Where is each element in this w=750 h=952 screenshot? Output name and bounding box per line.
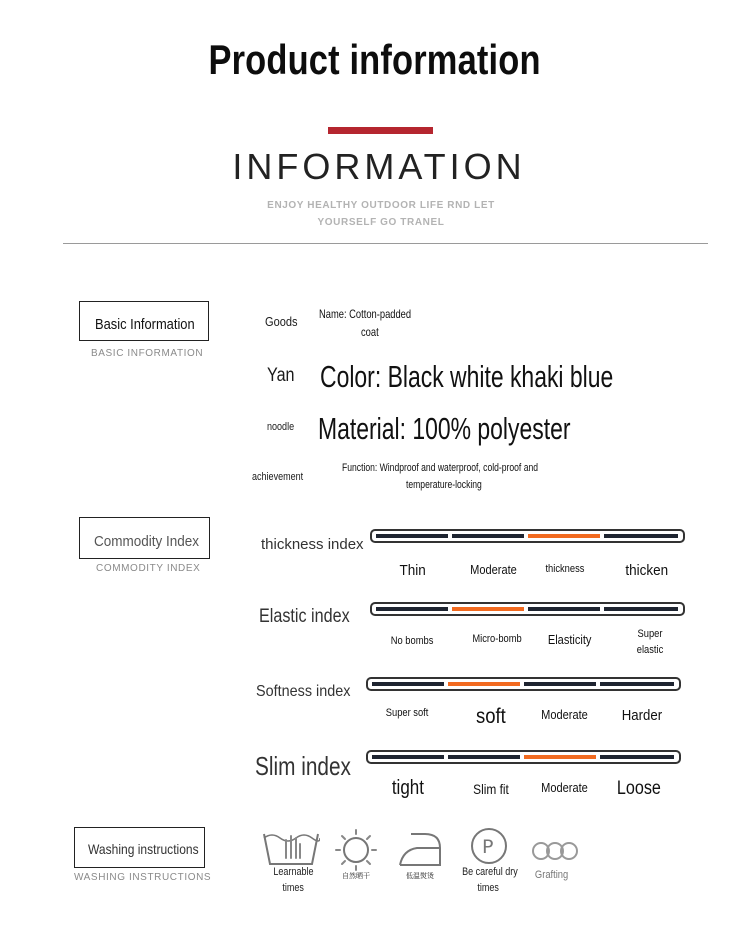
commodity-subtitle: COMMODITY INDEX bbox=[96, 563, 201, 574]
softness-option-3: Moderate bbox=[540, 707, 588, 722]
slim-seg-3 bbox=[524, 755, 596, 759]
commodity-title: Commodity Index bbox=[94, 533, 200, 550]
color-label: Yan bbox=[267, 365, 295, 386]
tagline-line-2: YOURSELF GO TRANEL bbox=[317, 217, 445, 228]
softness-seg-2 bbox=[448, 682, 520, 686]
page-title-text: Product information bbox=[208, 36, 542, 83]
material-value: Material: 100% polyester bbox=[318, 411, 571, 446]
elastic-option-4: Super elastic bbox=[636, 628, 664, 656]
accent-bar bbox=[328, 127, 433, 134]
dry-clean-p-icon bbox=[469, 827, 511, 867]
material-label: noodle bbox=[267, 421, 295, 433]
basic-info-title: Basic Information bbox=[95, 316, 195, 333]
section-heading: INFORMATION bbox=[232, 146, 526, 187]
color-value: Color: Black white khaki blue bbox=[320, 359, 614, 394]
elastic-scale bbox=[370, 602, 685, 616]
basic-info-subtitle: BASIC INFORMATION bbox=[91, 348, 204, 359]
iron-caption: 低温熨烫 bbox=[406, 873, 434, 880]
washing-subtitle: WASHING INSTRUCTIONS bbox=[74, 872, 212, 883]
svg-text:P: P bbox=[482, 836, 494, 858]
thickness-option-2: Moderate bbox=[469, 562, 517, 577]
slim-seg-4 bbox=[600, 755, 674, 759]
goods-value: Name: Cotton-padded coat bbox=[319, 307, 412, 339]
slim-option-4: Loose bbox=[616, 778, 662, 799]
elastic-index-label: Elastic index bbox=[259, 606, 350, 627]
softness-option-4: Harder bbox=[621, 707, 663, 724]
thickness-scale bbox=[370, 529, 685, 543]
thickness-seg-3 bbox=[528, 534, 600, 538]
thickness-seg-1 bbox=[376, 534, 448, 538]
thickness-option-1: Thin bbox=[399, 562, 427, 579]
softness-option-1: Super soft bbox=[385, 707, 429, 719]
iron-icon bbox=[397, 830, 443, 868]
slim-seg-2 bbox=[448, 755, 520, 759]
sun-dry-caption: 自然晒干 bbox=[342, 873, 370, 880]
slim-scale bbox=[366, 750, 681, 764]
softness-seg-4 bbox=[600, 682, 674, 686]
elastic-seg-1 bbox=[376, 607, 448, 611]
elastic-seg-3 bbox=[528, 607, 600, 611]
tagline bbox=[0, 197, 750, 231]
dry-clean-caption: Be careful dry times bbox=[462, 866, 518, 894]
elastic-seg-2 bbox=[452, 607, 524, 611]
elastic-option-3: Elasticity bbox=[548, 632, 592, 647]
slim-option-1: tight bbox=[391, 777, 425, 799]
washing-title: Washing instructions bbox=[88, 841, 199, 857]
elastic-option-2: Micro-bomb bbox=[472, 633, 522, 645]
page-title bbox=[0, 36, 750, 84]
softness-scale bbox=[366, 677, 681, 691]
thickness-seg-4 bbox=[604, 534, 678, 538]
hand-wash-icon bbox=[262, 828, 320, 868]
slim-index-label: Slim index bbox=[255, 751, 351, 781]
tagline-line-1: ENJOY HEALTHY OUTDOOR LIFE RND LET bbox=[267, 200, 495, 211]
goods-label: Goods bbox=[265, 314, 298, 329]
slim-seg-1 bbox=[372, 755, 444, 759]
elastic-seg-4 bbox=[604, 607, 678, 611]
function-value: Function: Windproof and waterproof, cold-proof and temperature-locking bbox=[342, 462, 539, 491]
header-divider bbox=[63, 243, 708, 244]
grafting-rings-icon bbox=[531, 839, 579, 863]
elastic-option-1: No bombs bbox=[390, 635, 434, 647]
slim-option-3: Moderate bbox=[540, 780, 588, 795]
hand-wash-caption: Learnable times bbox=[272, 866, 314, 894]
slim-option-2: Slim fit bbox=[473, 781, 509, 797]
thickness-index-label: thickness index bbox=[261, 536, 364, 553]
softness-seg-3 bbox=[524, 682, 596, 686]
thickness-seg-2 bbox=[452, 534, 524, 538]
function-label: achievement bbox=[252, 471, 304, 483]
sun-dry-icon bbox=[334, 829, 378, 871]
thickness-option-3: thickness bbox=[545, 563, 585, 575]
softness-seg-1 bbox=[372, 682, 444, 686]
softness-index-label: Softness index bbox=[256, 683, 351, 700]
softness-option-2: soft bbox=[476, 705, 506, 728]
grafting-caption: Grafting bbox=[535, 869, 569, 881]
thickness-option-4: thicken bbox=[625, 562, 669, 579]
